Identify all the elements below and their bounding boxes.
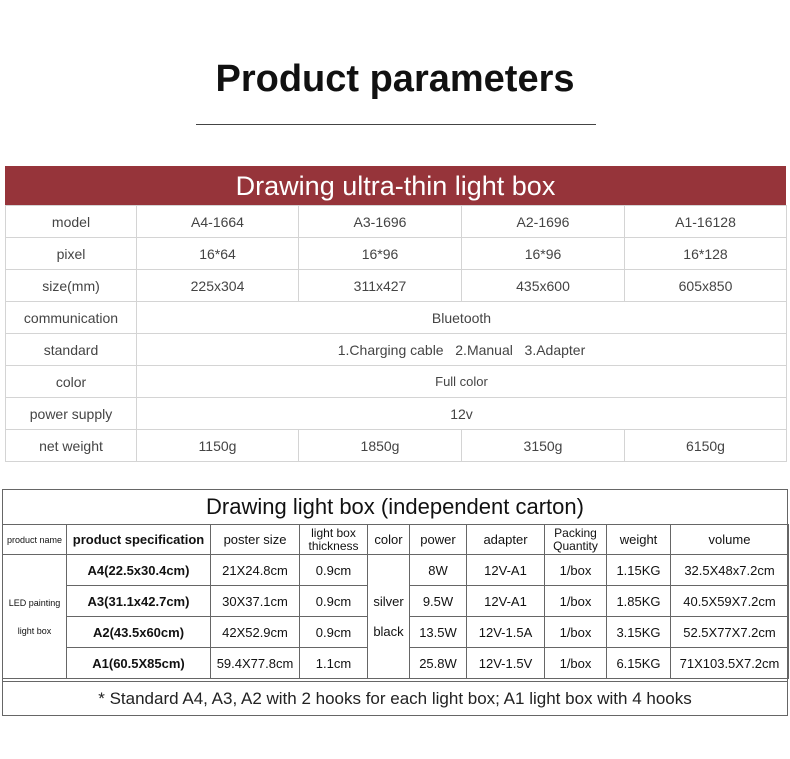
table-row	[6, 206, 787, 238]
carton-table-section	[2, 489, 788, 716]
table-cell-merged: Bluetooth	[137, 302, 787, 334]
header-packing	[545, 525, 607, 555]
row-label: net weight	[6, 430, 137, 462]
volume-cell: 71X103.5X7.2cm	[671, 648, 789, 679]
poster-cell: 42X52.9cm	[211, 617, 300, 648]
volume-cell: 40.5X59X7.2cm	[671, 586, 789, 617]
weight-cell: 1.15KG	[607, 555, 671, 586]
hooks-note: * Standard A4, A3, A2 with 2 hooks for each light box; A1 light box with 4 hooks	[3, 681, 787, 715]
adapter-cell: 12V-A1	[467, 586, 545, 617]
table-cell: 3150g	[462, 430, 625, 462]
adapter-cell: 12V-A1	[467, 555, 545, 586]
table-row	[6, 302, 787, 334]
table1-banner: Drawing ultra-thin light box	[5, 166, 786, 206]
weight-cell: 6.15KG	[607, 648, 671, 679]
table-row	[6, 238, 787, 270]
table-cell: 16*96	[299, 238, 462, 270]
carton-table	[2, 524, 789, 679]
header-color: color	[368, 525, 410, 555]
row-label: power supply	[6, 398, 137, 430]
header-power: power	[410, 525, 467, 555]
weight-cell: 3.15KG	[607, 617, 671, 648]
color-value: silver	[373, 593, 404, 609]
table-header-row	[3, 525, 789, 555]
header-weight: weight	[607, 525, 671, 555]
table-row	[6, 430, 787, 462]
thickness-cell: 0.9cm	[300, 617, 368, 648]
power-cell: 13.5W	[410, 617, 467, 648]
table-cell: 225x304	[137, 270, 299, 302]
power-cell: 9.5W	[410, 586, 467, 617]
thickness-cell: 0.9cm	[300, 555, 368, 586]
table-cell: 16*128	[625, 238, 787, 270]
row-label: standard	[6, 334, 137, 366]
table2-title: Drawing light box (independent carton)	[3, 490, 787, 525]
thickness-cell: 0.9cm	[300, 586, 368, 617]
header-product-name: product name	[3, 525, 67, 555]
row-label: size(mm)	[6, 270, 137, 302]
table-row	[6, 366, 787, 398]
page-title: Product parameters	[215, 58, 575, 100]
weight-cell: 1.85KG	[607, 586, 671, 617]
product-name-line2: light box	[17, 625, 52, 636]
table-cell: 6150g	[625, 430, 787, 462]
poster-cell: 30X37.1cm	[211, 586, 300, 617]
packing-cell: 1/box	[545, 555, 607, 586]
table-cell: A1-16128	[625, 206, 787, 238]
header-spec: product specification	[67, 525, 211, 555]
header-thickness-line2: thickness	[308, 538, 359, 553]
color-value: black	[373, 623, 404, 639]
table-cell: 1850g	[299, 430, 462, 462]
adapter-cell: 12V-1.5A	[467, 617, 545, 648]
table-row	[6, 334, 787, 366]
packing-cell: 1/box	[545, 648, 607, 679]
row-label: model	[6, 206, 137, 238]
table-cell-merged: 1.Charging cable 2.Manual 3.Adapter	[137, 334, 787, 366]
power-cell: 25.8W	[410, 648, 467, 679]
table-row	[3, 555, 789, 586]
table-cell: A2-1696	[462, 206, 625, 238]
header-adapter: adapter	[467, 525, 545, 555]
header-volume: volume	[671, 525, 789, 555]
header-thickness	[300, 525, 368, 555]
header-poster: poster size	[211, 525, 300, 555]
power-cell: 8W	[410, 555, 467, 586]
header-packing-line2: Quantity	[553, 538, 598, 553]
row-label: color	[6, 366, 137, 398]
product-name-cell	[3, 555, 67, 679]
spec-table	[5, 205, 787, 462]
packing-cell: 1/box	[545, 617, 607, 648]
table-cell: 605x850	[625, 270, 787, 302]
table-cell-merged: Full color	[137, 366, 787, 398]
table-cell: A4-1664	[137, 206, 299, 238]
header-packing-line1: Packing	[554, 525, 597, 540]
packing-cell: 1/box	[545, 586, 607, 617]
product-name-line1: LED painting	[8, 597, 61, 608]
spec-cell: A1(60.5X85cm)	[67, 648, 211, 679]
title-divider	[196, 124, 596, 125]
spec-cell: A4(22.5x30.4cm)	[67, 555, 211, 586]
table-cell: 311x427	[299, 270, 462, 302]
color-cell	[368, 555, 410, 679]
volume-cell: 32.5X48x7.2cm	[671, 555, 789, 586]
table-cell: 16*64	[137, 238, 299, 270]
table-row	[6, 398, 787, 430]
volume-cell: 52.5X77X7.2cm	[671, 617, 789, 648]
spec-cell: A3(31.1x42.7cm)	[67, 586, 211, 617]
header-thickness-line1: light box	[311, 525, 356, 540]
thickness-cell: 1.1cm	[300, 648, 368, 679]
table-cell-merged: 12v	[137, 398, 787, 430]
poster-cell: 59.4X77.8cm	[211, 648, 300, 679]
table-cell: 435x600	[462, 270, 625, 302]
poster-cell: 21X24.8cm	[211, 555, 300, 586]
table-row	[6, 270, 787, 302]
row-label: pixel	[6, 238, 137, 270]
table-cell: A3-1696	[299, 206, 462, 238]
table-cell: 1150g	[137, 430, 299, 462]
row-label: communication	[6, 302, 137, 334]
adapter-cell: 12V-1.5V	[467, 648, 545, 679]
spec-cell: A2(43.5x60cm)	[67, 617, 211, 648]
table-cell: 16*96	[462, 238, 625, 270]
